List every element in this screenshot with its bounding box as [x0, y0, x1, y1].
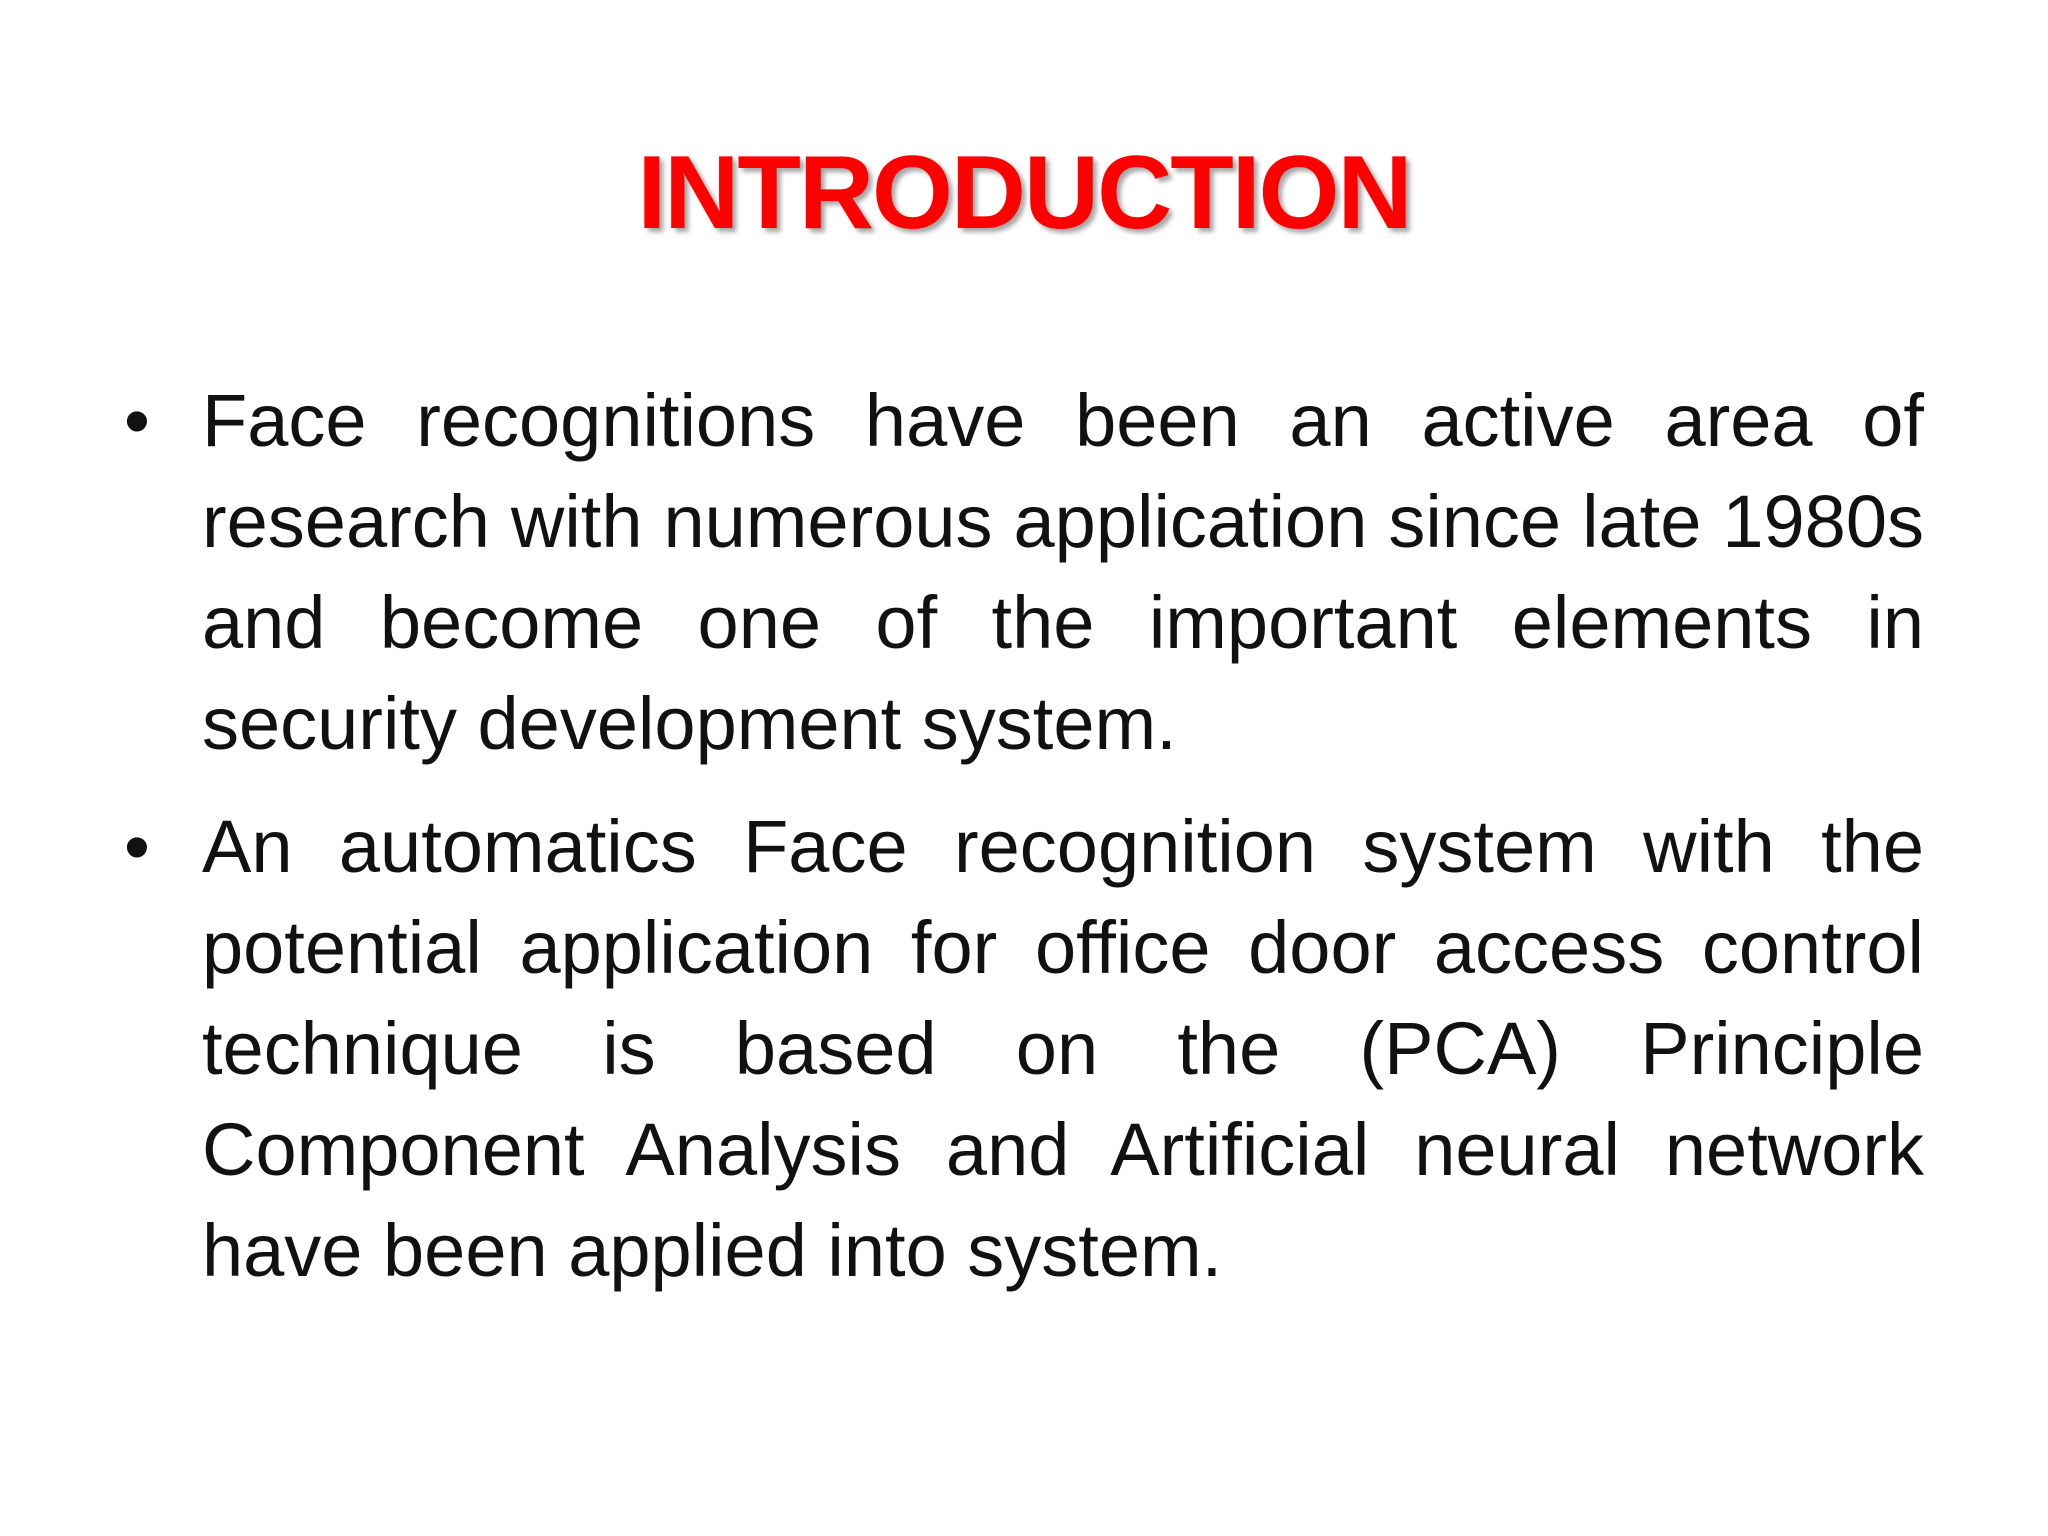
bullet-dot-icon: •	[124, 805, 150, 888]
bullet-list	[124, 370, 1924, 1323]
slide-title: INTRODUCTION	[637, 135, 1411, 251]
bullet-item	[124, 796, 1924, 1301]
bullet-text: Face recognitions have been an active area of research with numerous application since late 1980s and become one of the important elements in security development system.	[202, 379, 1924, 765]
bullet-item	[124, 370, 1924, 774]
bullet-text: An automatics Face recognition system with the potential application for office door access control technique is based on the (PCA) Principle Component Analysis and Artificial neural network have been applied into system.	[202, 805, 1924, 1292]
bullet-dot-icon: •	[124, 379, 150, 462]
